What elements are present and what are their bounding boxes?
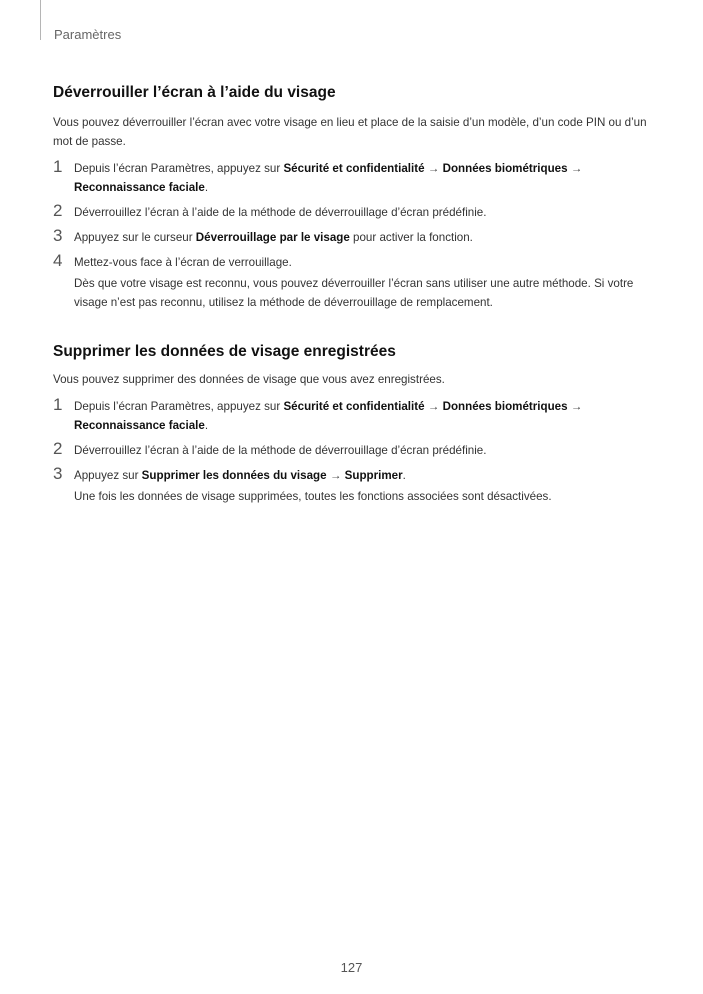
menu-path-item: Sécurité et confidentialité: [283, 162, 425, 175]
step-text: Depuis l’écran Paramètres, appuyez sur: [74, 400, 284, 413]
step-text: Appuyez sur le curseur: [74, 231, 196, 244]
step-text: pour activer la fonction.: [349, 231, 473, 244]
step-number: 4: [53, 251, 63, 270]
step-text: .: [402, 469, 406, 482]
running-header-title: Paramètres: [54, 27, 122, 42]
step-item: [53, 159, 650, 197]
step-number: 2: [53, 439, 63, 458]
section-intro: Vous pouvez déverrouiller l’écran avec votre visage en lieu et place de la saisie d’un modèle, d’un code PIN ou d’un mot de passe.: [53, 116, 647, 148]
step-item: [53, 466, 650, 506]
menu-path-item: Données biométriques: [442, 162, 568, 175]
menu-path-item: Reconnaissance faciale: [74, 181, 205, 194]
section-face-unlock: [53, 83, 650, 318]
arrow-separator: →: [567, 400, 583, 413]
step-text: Déverrouillez l’écran à l’aide de la méthode de déverrouillage d’écran prédéfinie.: [74, 444, 487, 457]
menu-path-item: Données biométriques: [442, 400, 568, 413]
step-number: 1: [53, 395, 63, 414]
step-text: Mettez-vous face à l’écran de verrouillage.: [74, 256, 292, 269]
section-title: Déverrouiller l’écran à l’aide du visage: [53, 84, 336, 101]
step-item: [53, 228, 650, 247]
page-number: 127: [340, 960, 363, 975]
step-number: 1: [53, 157, 63, 176]
step-note: Une fois les données de visage supprimées, toutes les fonctions associées sont désactivées.: [74, 490, 552, 503]
menu-path-item: Déverrouillage par le visage: [195, 231, 350, 244]
step-text: Depuis l’écran Paramètres, appuyez sur: [74, 162, 284, 175]
step-number: 2: [53, 201, 63, 220]
arrow-separator: →: [567, 162, 583, 175]
step-item: [53, 203, 650, 222]
steps-list: [53, 397, 650, 506]
menu-path-item: Reconnaissance faciale: [74, 419, 205, 432]
section-delete-face-data: [53, 342, 650, 512]
step-number: 3: [53, 226, 63, 245]
step-text: .: [204, 419, 209, 432]
section-intro: Vous pouvez supprimer des données de visage que vous avez enregistrées.: [53, 373, 445, 386]
arrow-separator: →: [326, 469, 345, 482]
arrow-separator: →: [424, 400, 443, 413]
steps-list: [53, 159, 650, 312]
menu-path-item: Supprimer les données du visage: [141, 469, 327, 482]
step-item: [53, 397, 650, 435]
step-text: Déverrouillez l’écran à l’aide de la méthode de déverrouillage d’écran prédéfinie.: [74, 206, 487, 219]
step-note: Dès que votre visage est reconnu, vous pouvez déverrouiller l’écran sans utiliser une autre méthode. Si votre visage n’est pas reconnu, utilisez la méthode de déverrouillage de remplacement.: [74, 277, 634, 309]
step-number: 3: [53, 464, 63, 483]
step-item: [53, 253, 650, 312]
section-title: Supprimer les données de visage enregistrées: [53, 343, 396, 360]
step-item: [53, 441, 650, 460]
step-text: .: [204, 181, 209, 194]
menu-path-item: Supprimer: [344, 469, 403, 482]
running-header: [40, 0, 122, 42]
step-text: Appuyez sur: [74, 469, 142, 482]
menu-path-item: Sécurité et confidentialité: [283, 400, 425, 413]
arrow-separator: →: [424, 162, 443, 175]
